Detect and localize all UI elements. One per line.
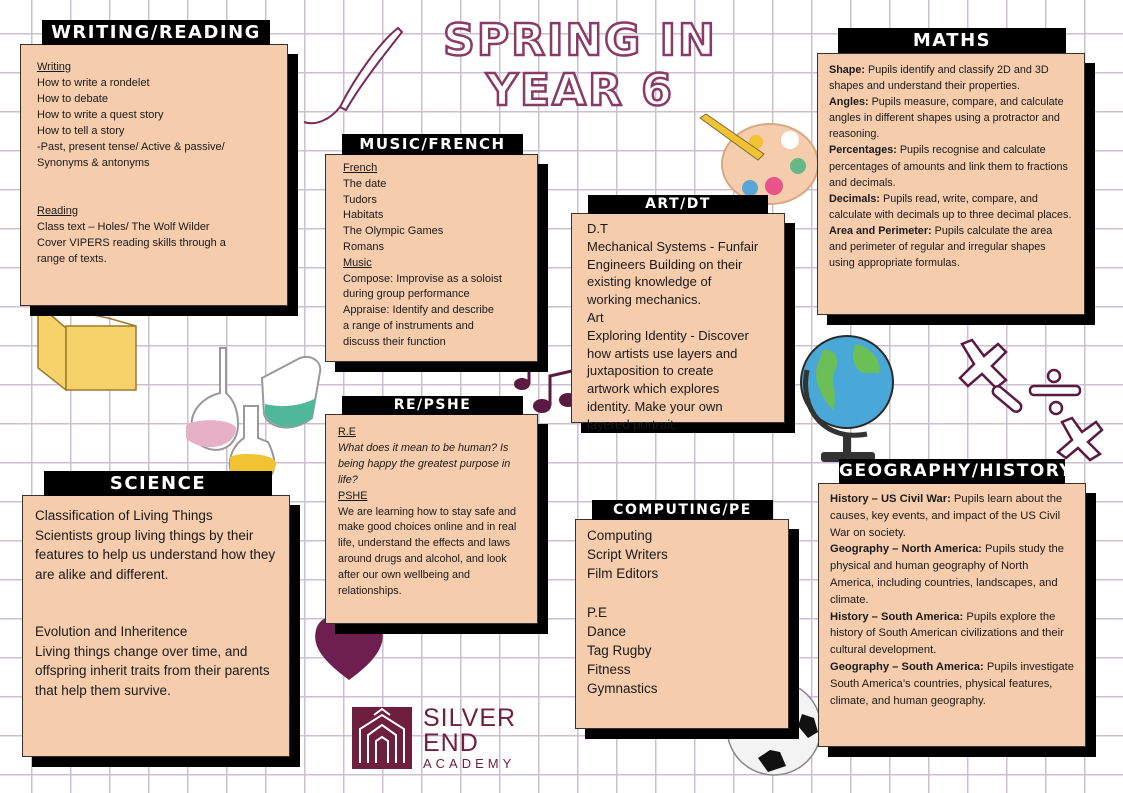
art-item: artwork which explores xyxy=(587,381,720,397)
logo-line-2: END xyxy=(423,729,479,757)
science-panel xyxy=(22,495,290,757)
re-pshe-content xyxy=(326,415,537,610)
computing-heading: Computing xyxy=(587,528,653,543)
pshe-text: We are learning how to stay safe and make good choices online and in real life, understand the effects and laws around drugs and alcohol, and look after our own wellbeing and relationships. xyxy=(338,505,517,598)
french-item: Habitats xyxy=(343,209,384,222)
dt-item: Mechanical Systems - Funfair xyxy=(587,238,759,254)
art-heading: Art xyxy=(587,309,604,325)
reading-item: Class text – Holes/ The Wolf Wilder xyxy=(37,221,210,233)
pe-item: Dance xyxy=(587,623,627,639)
art-item: how artists use layers and xyxy=(587,345,738,361)
computing-item: Script Writers xyxy=(587,547,668,563)
re-question: What does it mean to be human? Is being happy the greatest purpose in life? xyxy=(338,441,511,486)
book-icon xyxy=(34,298,142,393)
computing-item: Film Editors xyxy=(587,566,659,582)
geography-history-header: GEOGRAPHY/HISTORY xyxy=(839,459,1065,484)
science-heading-classification: Classification of Living Things xyxy=(35,508,213,523)
maths-item-decimals xyxy=(829,191,1073,223)
geo-text: Pupils explore the history of South American civilizations and their cultural development. xyxy=(830,610,1064,657)
re-pshe-header: RE/PSHE xyxy=(342,396,523,415)
writing-item: -Past, present tense/ Active & passive/ xyxy=(37,141,225,153)
music-item: Appraise: Identify and describe xyxy=(343,304,495,317)
spacer xyxy=(35,603,277,622)
french-item: The date xyxy=(343,177,387,190)
science-text-evolution: Living things change over time, and offspring inherit traits from their parents that help them survive. xyxy=(35,643,270,698)
maths-text: Pupils calculate the area and perimeter of regular and irregular shapes using appropriate formulas. xyxy=(829,224,1053,270)
spacer xyxy=(587,584,777,603)
dt-item: existing knowledge of xyxy=(587,274,712,290)
geo-item-south-america-history xyxy=(830,609,1074,659)
writing-heading: Writing xyxy=(37,61,72,73)
maths-text: Pupils identify and classify 2D and 3D shapes and understand their properties. xyxy=(829,64,1049,93)
science-beakers-icon xyxy=(172,338,327,486)
maths-text: Pupils recognise and calculate percentages of amounts and link them to fractions and decimals. xyxy=(829,144,1068,189)
french-item: The Olympic Games xyxy=(343,225,444,238)
math-symbols-icon xyxy=(950,338,1110,460)
reading-item: Cover VIPERS reading skills through a xyxy=(37,237,226,249)
re-pshe-panel xyxy=(325,414,538,624)
pe-item: Fitness xyxy=(587,662,631,678)
maths-text: Pupils read, write, compare, and calculate with decimals up to three decimal places. xyxy=(829,192,1072,221)
maths-label: Percentages: xyxy=(829,144,897,157)
computing-pe-panel xyxy=(575,519,789,729)
spacer xyxy=(35,584,277,603)
geo-item-south-america-geography xyxy=(830,659,1074,709)
music-french-content xyxy=(326,155,537,357)
art-item: layered portrait. xyxy=(587,416,678,432)
maths-label: Decimals: xyxy=(829,192,881,205)
re-heading: R.E xyxy=(338,426,356,438)
dt-item: working mechanics. xyxy=(587,292,702,308)
maths-item-percentages xyxy=(829,142,1073,190)
science-text-classification: Scientists group living things by their features to help us understand how they are alike and different. xyxy=(35,527,276,582)
art-dt-header: ART/DT xyxy=(588,195,768,214)
maths-label: Shape: xyxy=(829,64,865,76)
french-heading: French xyxy=(343,162,378,174)
writing-item: How to debate xyxy=(37,93,108,105)
writing-reading-header: WRITING/READING xyxy=(42,20,270,45)
logo-line-3: ACADEMY xyxy=(423,756,516,771)
geo-label: Geography – South America: xyxy=(830,660,984,673)
art-item: Exploring Identity - Discover xyxy=(587,327,749,343)
geo-label: Geography – North America: xyxy=(830,543,982,556)
geography-history-panel xyxy=(818,483,1086,747)
geo-label: History – South America: xyxy=(830,610,964,623)
geo-item-us-civil-war xyxy=(830,491,1074,541)
maths-item-angles xyxy=(829,94,1073,142)
academy-logo-icon xyxy=(352,707,412,769)
music-item: a range of instruments and xyxy=(343,319,474,332)
dt-heading: D.T xyxy=(587,221,608,236)
title-line-1: SPRING IN xyxy=(443,15,717,66)
writing-reading-panel xyxy=(20,44,288,306)
page-title xyxy=(430,16,730,116)
music-item: discuss their function xyxy=(343,335,446,348)
spacer xyxy=(37,171,271,187)
writing-item: How to write a quest story xyxy=(37,109,164,121)
geo-label: History – US Civil War: xyxy=(830,493,951,505)
writing-reading-content xyxy=(21,45,287,281)
title-line-2: YEAR 6 xyxy=(486,65,674,116)
computing-pe-header: COMPUTING/PE xyxy=(592,500,773,520)
geo-text: Pupils investigate South America’s countries, physical features, climate, and human geography. xyxy=(830,660,1074,707)
french-item: Romans xyxy=(343,240,384,253)
pshe-heading: PSHE xyxy=(338,489,368,502)
maths-panel xyxy=(817,53,1085,315)
science-heading-evolution: Evolution and Inheritence xyxy=(35,624,188,639)
maths-item-area xyxy=(829,223,1073,271)
writing-item: How to write a rondelet xyxy=(37,77,150,89)
science-content xyxy=(23,496,289,710)
art-dt-panel xyxy=(571,213,785,432)
geo-text: Pupils study the physical and human geography of North America, including countries, landscapes, and climate. xyxy=(830,543,1064,606)
music-french-header: MUSIC/FRENCH xyxy=(342,134,523,155)
science-header: SCIENCE xyxy=(44,471,272,496)
maths-text: Pupils measure, compare, and calculate angles in different shapes using a protractor and reasoning. xyxy=(829,96,1064,141)
reading-heading: Reading xyxy=(37,205,78,217)
maths-label: Angles: xyxy=(829,96,869,109)
music-item: Compose: Improvise as a soloist xyxy=(343,272,502,285)
pe-heading: P.E xyxy=(587,604,608,620)
art-dt-content xyxy=(572,214,784,440)
writing-item: Synonyms & antonyms xyxy=(37,157,150,169)
pe-item: Gymnastics xyxy=(587,681,658,697)
maths-item-shape xyxy=(829,62,1073,94)
geo-text: Pupils learn about the causes, key events, and impact of the US Civil War on society. xyxy=(830,493,1063,539)
pe-item: Tag Rugby xyxy=(587,643,652,659)
globe-icon xyxy=(795,330,905,470)
art-item: identity. Make your own xyxy=(587,398,723,414)
quill-pen-icon xyxy=(300,22,405,132)
music-french-panel xyxy=(325,154,538,362)
maths-header: MATHS xyxy=(838,28,1066,53)
logo-line-1: SILVER xyxy=(423,704,517,732)
french-item: Tudors xyxy=(343,193,377,206)
writing-item: How to tell a story xyxy=(37,125,125,137)
computing-pe-content xyxy=(576,520,788,705)
spacer xyxy=(37,187,271,203)
academy-logo-text xyxy=(423,706,516,772)
reading-item: range of texts. xyxy=(37,253,107,265)
music-item: during group performance xyxy=(343,288,470,301)
art-item: juxtaposition to create xyxy=(587,363,714,379)
music-heading: Music xyxy=(343,256,372,269)
geography-history-content xyxy=(819,484,1085,716)
maths-content xyxy=(818,54,1084,279)
maths-label: Area and Perimeter: xyxy=(829,224,932,237)
geo-item-north-america xyxy=(830,541,1074,608)
dt-item: Engineers Building on their xyxy=(587,256,743,272)
